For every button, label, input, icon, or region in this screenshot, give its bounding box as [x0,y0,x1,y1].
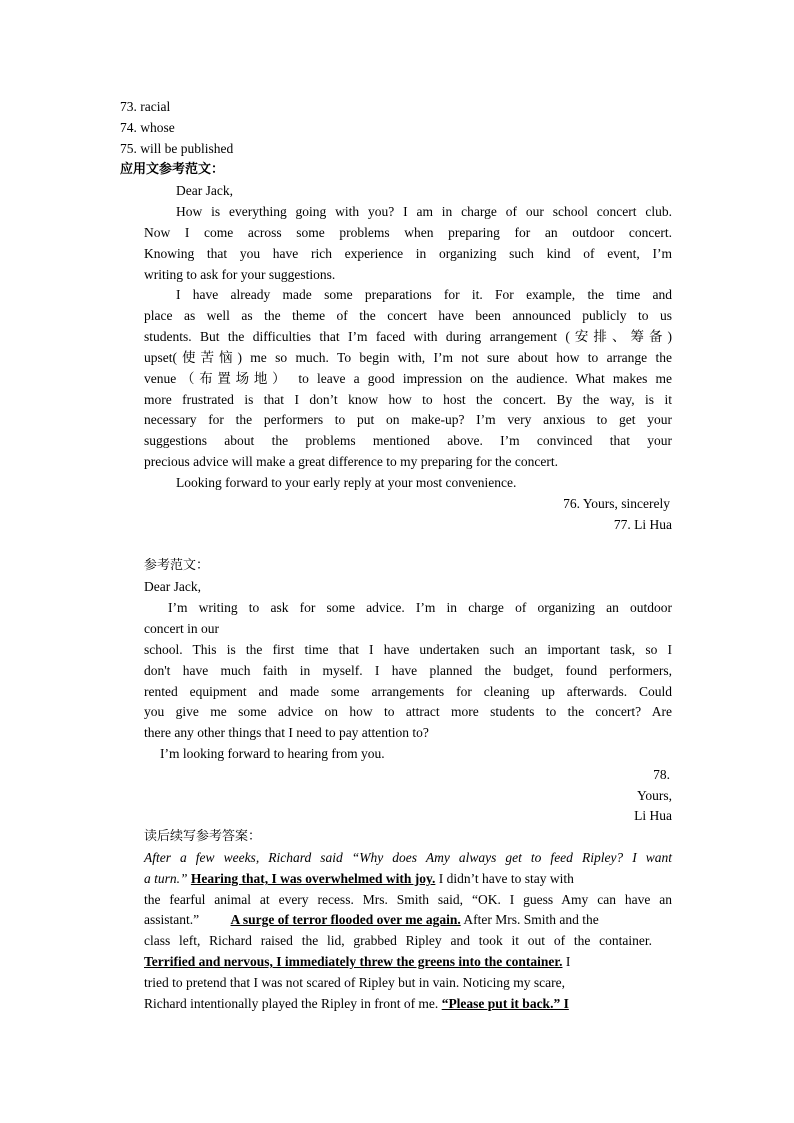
section-heading-practical-writing: 应用文参考范文： [120,162,225,177]
continuation-highlight: Terrified and nervous, I immediately threw the greens into the container. [144,954,563,969]
answer-73: 73. racial [120,99,171,114]
letter1-p1-line: Knowing that you have rich experience in organizing such kind of event, I’m [144,246,672,261]
continuation-line [144,952,570,973]
continuation-line: tried to pretend that I was not scared of Ripley but in vain. Noticing my scare, [144,975,566,990]
letter2-p1-line: concert in our [144,621,219,636]
letter2-signature: Li Hua [634,808,672,823]
letter1-p1-line: How is everything going with you? I am in charge of our school concert club. [176,204,672,219]
continuation-line [144,869,574,890]
letter1-p3: Looking forward to your early reply at your most convenience. [176,475,517,490]
letter2-p1-line: school. This is the first time that I have undertaken such an important task, so I [144,642,672,657]
continuation-highlight: A surge of terror flooded over me again. [230,912,461,927]
letter1-p1-line: writing to ask for your suggestions. [144,267,336,282]
continuation-highlight: Hearing that, I was overwhelmed with joy. [190,871,436,886]
letter2-salutation: Dear Jack, [144,579,201,594]
section-heading-model-essay: 参考范文： [144,558,210,573]
continuation-highlight: “Please put it back.” I [441,996,569,1011]
continuation-text: After Mrs. Smith and the [460,912,599,927]
letter1-salutation: Dear Jack, [176,183,233,198]
continuation-text: assistant.” [144,912,200,927]
letter1-p2-line: necessary for the performers to put on make-up? I’m very anxious to get your [144,412,672,427]
continuation-line [144,910,599,931]
letter1-p2-line: I have already made some preparations for it. For example, the time and [176,287,672,302]
letter2-number: 78. [653,767,670,782]
continuation-italic: a turn.” [144,871,188,886]
letter2-p1-line: you give me some advice on how to attract more students to the concert? Are [144,704,672,719]
letter1-p2-line: more frustrated is that I don’t know how to host the concert. By the way, is it [144,392,672,407]
letter1-p1-line: Now I come across some problems when preparing for an outdoor concert. [144,225,672,240]
continuation-line: class left, Richard raised the lid, grabbed Ripley and took it out of the container. [144,933,652,948]
letter2-p2: I’m looking forward to hearing from you. [160,746,385,761]
answer-74: 74. whose [120,120,175,135]
continuation-line [144,994,569,1015]
letter1-signature: 77. Li Hua [613,517,672,532]
letter1-p2-line: venue（布置场地） to leave a good impression on the audience. What makes me [144,371,672,386]
continuation-text: I didn’t have to stay with [435,871,574,886]
continuation-text: Richard intentionally played the Ripley in front of me. [144,996,442,1011]
letter1-closing: 76. Yours, sincerely [563,496,670,511]
letter2-p1-line: rented equipment and made some arrangements for cleaning up afterwards. Could [144,684,672,699]
letter2-p1-line: don't have much faith in myself. I have planned the budget, found performers, [144,663,672,678]
letter1-p2-line: place as well as the theme of the concert have been announced publicly to us [144,308,672,323]
continuation-line: the fearful animal at every recess. Mrs. Smith said, “OK. I guess Amy can have an [144,892,672,907]
letter1-p2-line: upset(使苦恼) me so much. To begin with, I’m not sure about how to arrange the [144,350,672,365]
section-heading-continuation: 读后续写参考答案： [144,829,262,844]
letter2-p1-line: I’m writing to ask for some advice. I’m in charge of organizing an outdoor [168,600,672,615]
continuation-line: After a few weeks, Richard said “Why does Amy always get to feed Ripley? I want [144,850,672,865]
continuation-text: I [562,954,571,969]
letter1-p2-line: precious advice will make a great difference to my preparing for the concert. [144,454,558,469]
letter2-p1-line: there any other things that I need to pay attention to? [144,725,429,740]
letter1-p2-line: students. But the difficulties that I’m faced with during arrangement (安排、筹备) [144,329,672,344]
letter1-p2-line: suggestions about the problems mentioned above. I’m convinced that your [144,433,672,448]
letter2-closing: Yours, [636,788,672,803]
answer-75: 75. will be published [120,141,234,156]
